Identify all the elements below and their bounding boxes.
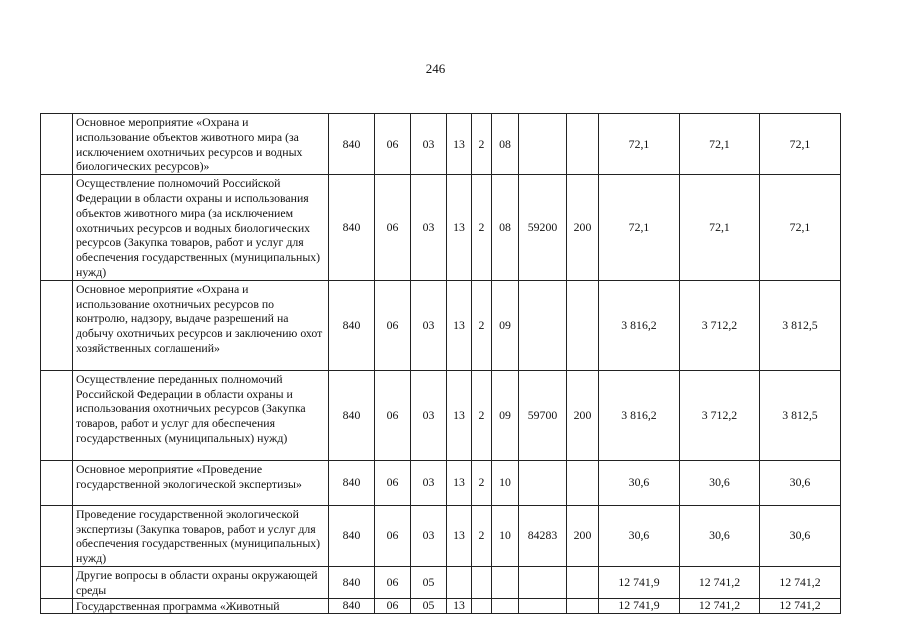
ved-code: 840 <box>329 598 375 613</box>
amount-year-2: 12 741,2 <box>680 566 760 598</box>
amount-year-2: 12 741,2 <box>680 598 760 613</box>
rz-code: 06 <box>375 370 411 460</box>
amount-year-1: 3 816,2 <box>599 370 680 460</box>
amount-year-1: 72,1 <box>599 114 680 175</box>
amount-year-3: 3 812,5 <box>760 280 841 370</box>
expense-type-code: 200 <box>567 505 599 566</box>
pr-code: 03 <box>411 114 447 175</box>
table-row <box>41 280 841 370</box>
direction-code <box>519 280 567 370</box>
amount-year-3: 30,6 <box>760 505 841 566</box>
event-code <box>492 566 519 598</box>
amount-year-2: 30,6 <box>680 460 760 505</box>
direction-code <box>519 114 567 175</box>
amount-year-3: 12 741,2 <box>760 598 841 613</box>
direction-code: 59700 <box>519 370 567 460</box>
program-code: 13 <box>447 114 472 175</box>
pr-code: 05 <box>411 566 447 598</box>
pr-code: 03 <box>411 505 447 566</box>
expense-type-code <box>567 566 599 598</box>
table-row <box>41 598 841 613</box>
page-number: 246 <box>425 61 446 76</box>
pr-code: 03 <box>411 280 447 370</box>
row-name: Проведение государственной экологической экспертизы (Закупка товаров, работ и услуг для обеспечения государственных (муниципальных) нужд) <box>73 505 329 566</box>
event-code: 10 <box>492 460 519 505</box>
program-code: 13 <box>447 598 472 613</box>
program-code: 13 <box>447 370 472 460</box>
rz-code: 06 <box>375 505 411 566</box>
program-code: 13 <box>447 505 472 566</box>
event-code: 10 <box>492 505 519 566</box>
direction-code: 59200 <box>519 175 567 281</box>
ved-code: 840 <box>329 175 375 281</box>
table-row <box>41 505 841 566</box>
table-row <box>41 175 841 281</box>
program-code: 13 <box>447 175 472 281</box>
amount-year-1: 30,6 <box>599 460 680 505</box>
amount-year-3: 30,6 <box>760 460 841 505</box>
amount-year-2: 72,1 <box>680 114 760 175</box>
event-code: 08 <box>492 114 519 175</box>
amount-year-2: 3 712,2 <box>680 370 760 460</box>
subprogram-code: 2 <box>472 370 492 460</box>
expense-type-code: 200 <box>567 370 599 460</box>
amount-year-3: 72,1 <box>760 114 841 175</box>
blank-cell <box>41 114 73 175</box>
amount-year-3: 72,1 <box>760 175 841 281</box>
blank-cell <box>41 598 73 613</box>
ved-code: 840 <box>329 114 375 175</box>
amount-year-2: 30,6 <box>680 505 760 566</box>
pr-code: 03 <box>411 370 447 460</box>
rz-code: 06 <box>375 280 411 370</box>
expense-type-code <box>567 598 599 613</box>
rz-code: 06 <box>375 175 411 281</box>
table-row <box>41 460 841 505</box>
row-name: Основное мероприятие «Охрана и использование охотничьих ресурсов по контролю, надзору, выдаче разрешений на добычу охотничьих ресурсов и заключению охот хозяйственных соглашений» <box>73 280 329 370</box>
table-row <box>41 370 841 460</box>
blank-cell <box>41 505 73 566</box>
amount-year-1: 3 816,2 <box>599 280 680 370</box>
blank-cell <box>41 370 73 460</box>
subprogram-code: 2 <box>472 460 492 505</box>
expense-type-code: 200 <box>567 175 599 281</box>
event-code: 09 <box>492 280 519 370</box>
event-code: 08 <box>492 175 519 281</box>
table-row <box>41 566 841 598</box>
row-name: Основное мероприятие «Охрана и использование объектов животного мира (за исключением охотничьих ресурсов и водных биологических ресурсов)» <box>73 114 329 175</box>
program-code: 13 <box>447 460 472 505</box>
ved-code: 840 <box>329 505 375 566</box>
row-name: Осуществление переданных полномочий Российской Федерации в области охраны и использования охотничьих ресурсов (Закупка товаров, работ и услуг для обеспечения государственных (муниципальных) нужд) <box>73 370 329 460</box>
program-code <box>447 566 472 598</box>
direction-code <box>519 460 567 505</box>
direction-code <box>519 566 567 598</box>
direction-code <box>519 598 567 613</box>
expense-type-code <box>567 114 599 175</box>
ved-code: 840 <box>329 370 375 460</box>
ved-code: 840 <box>329 280 375 370</box>
subprogram-code: 2 <box>472 175 492 281</box>
blank-cell <box>41 460 73 505</box>
table-row <box>41 114 841 175</box>
blank-cell <box>41 280 73 370</box>
direction-code: 84283 <box>519 505 567 566</box>
rz-code: 06 <box>375 114 411 175</box>
subprogram-code <box>472 598 492 613</box>
subprogram-code: 2 <box>472 114 492 175</box>
ved-code: 840 <box>329 460 375 505</box>
amount-year-2: 3 712,2 <box>680 280 760 370</box>
rz-code: 06 <box>375 566 411 598</box>
row-name: Государственная программа «Животный <box>73 598 329 613</box>
row-name: Основное мероприятие «Проведение государственной экологической экспертизы» <box>73 460 329 505</box>
amount-year-3: 3 812,5 <box>760 370 841 460</box>
amount-year-1: 12 741,9 <box>599 598 680 613</box>
ved-code: 840 <box>329 566 375 598</box>
event-code <box>492 598 519 613</box>
amount-year-1: 72,1 <box>599 175 680 281</box>
subprogram-code: 2 <box>472 505 492 566</box>
amount-year-1: 30,6 <box>599 505 680 566</box>
pr-code: 03 <box>411 175 447 281</box>
blank-cell <box>41 566 73 598</box>
rz-code: 06 <box>375 598 411 613</box>
budget-table <box>40 113 841 614</box>
pr-code: 05 <box>411 598 447 613</box>
amount-year-1: 12 741,9 <box>599 566 680 598</box>
pr-code: 03 <box>411 460 447 505</box>
row-name: Осуществление полномочий Российской Федерации в области охраны и использования объектов животного мира (за исключением охотничьих ресурсов и водных биологических ресурсов (Закупка товаров, работ и услуг для обеспечения государственных (муниципальных) нужд) <box>73 175 329 281</box>
expense-type-code <box>567 280 599 370</box>
row-name: Другие вопросы в области охраны окружающей среды <box>73 566 329 598</box>
program-code: 13 <box>447 280 472 370</box>
expense-type-code <box>567 460 599 505</box>
subprogram-code: 2 <box>472 280 492 370</box>
event-code: 09 <box>492 370 519 460</box>
blank-cell <box>41 175 73 281</box>
amount-year-3: 12 741,2 <box>760 566 841 598</box>
rz-code: 06 <box>375 460 411 505</box>
amount-year-2: 72,1 <box>680 175 760 281</box>
subprogram-code <box>472 566 492 598</box>
